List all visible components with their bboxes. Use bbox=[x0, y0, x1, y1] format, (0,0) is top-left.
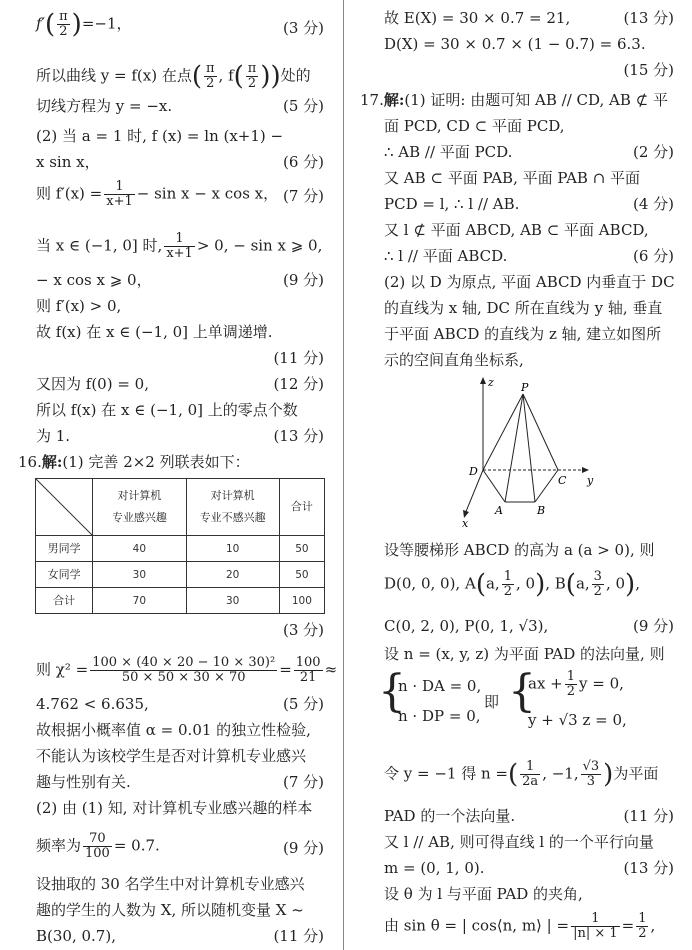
table-cell: 100 bbox=[279, 588, 324, 614]
score: (7 分) bbox=[282, 187, 324, 205]
frac-den: x+1 bbox=[106, 194, 133, 209]
table-cell: 50 bbox=[279, 536, 324, 562]
header-not-interested: 对计算机 专业不感兴趣 bbox=[186, 479, 279, 536]
solution-label: 解: bbox=[41, 453, 63, 471]
frac-num: 1 bbox=[571, 912, 620, 927]
frac-num: √3 bbox=[582, 759, 600, 774]
text-line: (2) 以 D 为原点, 平面 ABCD 内垂直于 DC bbox=[384, 273, 675, 291]
text-line: 面 PCD, CD ⊂ 平面 PCD, bbox=[384, 117, 565, 135]
edge-pb bbox=[523, 394, 535, 502]
frac-den: 50 × 50 × 30 × 70 bbox=[121, 670, 246, 685]
label-c: C bbox=[558, 474, 567, 487]
line-interval bbox=[36, 232, 322, 261]
score: (13 分) bbox=[623, 859, 674, 877]
label-a: A bbox=[495, 504, 503, 517]
text-line: 故 f(x) 在 x ∈ (−1, 0] 上单调递增. bbox=[36, 323, 273, 341]
label-z: z bbox=[488, 376, 494, 389]
line-sine bbox=[384, 912, 655, 941]
text-line: 为 1. bbox=[36, 427, 71, 445]
text: , f bbox=[218, 66, 234, 85]
text: , −1, bbox=[542, 764, 579, 783]
y-arrow bbox=[582, 467, 589, 473]
contingency-table bbox=[35, 478, 325, 614]
score: (13 分) bbox=[623, 9, 674, 27]
text: a, bbox=[575, 574, 590, 593]
frac-den: 2 bbox=[59, 24, 68, 39]
brace: { bbox=[508, 666, 536, 717]
text: 频率为 bbox=[36, 836, 82, 855]
system-row: y + √3 z = 0, bbox=[528, 711, 627, 729]
text-line: PAD 的一个法向量. bbox=[384, 807, 516, 825]
text-line: D(X) = 30 × 0.7 × (1 − 0.7) = 6.3. bbox=[384, 35, 646, 53]
fraction bbox=[104, 180, 135, 209]
text: y = 0, bbox=[579, 674, 624, 693]
text: = bbox=[279, 660, 292, 679]
frac-den: |n| × 1 bbox=[573, 926, 618, 941]
text-line: 于平面 ABCD 的直线为 z 轴, 建立如图所 bbox=[384, 325, 662, 343]
table-cell: 20 bbox=[186, 562, 279, 588]
text: 令 y = −1 得 n = bbox=[384, 764, 508, 783]
text-line: (2) 由 (1) 知, 对计算机专业感兴趣的样本 bbox=[36, 799, 313, 817]
row-label: 合计 bbox=[36, 588, 93, 614]
paren: ( bbox=[475, 569, 486, 600]
text-line: 故根据小概率值 α = 0.01 的独立性检验, bbox=[36, 721, 311, 739]
frac-num: 100 × (40 × 20 − 10 × 30)² bbox=[92, 655, 276, 670]
text: , bbox=[650, 916, 656, 935]
text-line: 示的空间直角坐标系, bbox=[384, 351, 524, 369]
score: (5 分) bbox=[282, 97, 324, 115]
frac-den: 2a bbox=[522, 774, 539, 789]
paren: ( bbox=[508, 759, 519, 790]
fraction bbox=[90, 656, 277, 685]
score: (11 分) bbox=[623, 807, 674, 825]
text-line: 所以 f(x) 在 x ∈ (−1, 0] 上的零点个数 bbox=[36, 401, 298, 419]
text: = bbox=[621, 916, 635, 935]
frac-num: 1 bbox=[503, 569, 512, 584]
frac-num: 1 bbox=[566, 669, 576, 684]
table-cell: 10 bbox=[186, 536, 279, 562]
table-cell: 30 bbox=[186, 588, 279, 614]
text: 为平面 bbox=[613, 764, 659, 783]
table-row bbox=[36, 562, 325, 588]
line-normal-vector bbox=[384, 760, 658, 789]
paren: ) bbox=[625, 569, 636, 600]
frac-den: x+1 bbox=[166, 246, 193, 261]
text-line: 4.762 < 6.635, bbox=[36, 695, 149, 713]
text-line: (2) 当 a = 1 时, f (x) = ln (x+1) − bbox=[36, 127, 284, 145]
score: (13 分) bbox=[273, 427, 324, 445]
text: 当 x ∈ (−1, 0] 时, bbox=[36, 236, 163, 255]
line-chi-square bbox=[36, 656, 337, 685]
text: , bbox=[635, 574, 640, 593]
frac-den: 21 bbox=[299, 670, 317, 685]
frac-den: 2 bbox=[206, 76, 215, 91]
frac-den: 2 bbox=[503, 584, 512, 599]
frac-num: π bbox=[206, 61, 215, 76]
fraction bbox=[57, 10, 70, 39]
fraction bbox=[502, 570, 514, 599]
frac-den: 100 bbox=[85, 846, 110, 861]
frac-num: 3 bbox=[593, 569, 602, 584]
fraction bbox=[294, 656, 323, 685]
text-line: x sin x， bbox=[36, 153, 100, 171]
system-row: n · DP = 0, bbox=[398, 707, 481, 725]
frac-num: 1 bbox=[164, 232, 195, 247]
text: D(0, 0, 0), A bbox=[384, 574, 476, 593]
text: = 0.7. bbox=[113, 836, 160, 855]
label-b: B bbox=[537, 504, 546, 517]
text: (1) 证明: 由题可知 AB // CD, AB ⊄ 平 bbox=[404, 91, 668, 109]
frac-num: 1 bbox=[520, 760, 540, 775]
text-line: 又 AB ⊂ 平面 PAB, 平面 PAB ∩ 平面 bbox=[384, 169, 641, 187]
fraction bbox=[581, 760, 602, 789]
brace: { bbox=[378, 666, 406, 717]
pyramid-figure bbox=[455, 372, 605, 532]
text: − sin x − x cos x， bbox=[136, 184, 279, 203]
score: (12 分) bbox=[273, 375, 324, 393]
frac-den: 2 bbox=[566, 684, 576, 699]
paren: ( bbox=[44, 9, 56, 40]
label-p: P bbox=[521, 381, 529, 394]
text-line: m = (0, 1, 0). bbox=[384, 859, 485, 877]
text: (1) 完善 2×2 列联表如下： bbox=[62, 453, 250, 471]
text: a, bbox=[485, 574, 500, 593]
text-line: 又 l // AB, 则可得直线 l 的一个平行向量 bbox=[384, 833, 654, 851]
frac-num: π bbox=[247, 61, 257, 76]
text-line: B(30, 0.7), bbox=[36, 927, 116, 945]
text-line: 趣与性别有关. bbox=[36, 773, 131, 791]
frac-den: 2 bbox=[593, 584, 602, 599]
edge-bc bbox=[535, 470, 558, 502]
solution-label: 解: bbox=[383, 91, 405, 109]
row-label: 女同学 bbox=[36, 562, 93, 588]
text: , B bbox=[545, 574, 566, 593]
text-line: ∴ l // 平面 ABCD. bbox=[384, 247, 508, 265]
text-line: 设 n = (x, y, z) 为平面 PAD 的法向量, 则 bbox=[384, 645, 665, 663]
paren: ) bbox=[71, 9, 82, 40]
question-17-heading bbox=[360, 90, 668, 110]
frac-den: 3 bbox=[586, 774, 596, 789]
text: 则 χ² = bbox=[36, 660, 89, 679]
score: (6 分) bbox=[282, 153, 324, 171]
paren: ( bbox=[191, 61, 202, 92]
score: (11 分) bbox=[273, 927, 324, 945]
text-line: 不能认为该校学生是否对计算机专业感兴 bbox=[36, 747, 307, 765]
score: (6 分) bbox=[632, 247, 674, 265]
line-f-prime-value bbox=[36, 10, 132, 39]
text-line: ∴ AB // 平面 PCD. bbox=[384, 143, 513, 161]
score: (15 分) bbox=[623, 61, 674, 79]
table-cell: 40 bbox=[93, 536, 186, 562]
table-cell: 70 bbox=[93, 588, 186, 614]
text: , 0 bbox=[515, 574, 536, 593]
table-row bbox=[36, 536, 325, 562]
question-number: 16. bbox=[18, 453, 42, 471]
frac-den: 2 bbox=[638, 926, 647, 941]
expr: =−1， bbox=[81, 14, 132, 33]
expr: f′ bbox=[36, 14, 45, 33]
text-line: 则 f′(x) > 0, bbox=[36, 297, 122, 315]
paren: ) bbox=[603, 759, 614, 790]
text-line: 切线方程为 y = −x. bbox=[36, 97, 173, 115]
text: > 0, − sin x ⩾ 0, bbox=[196, 236, 323, 255]
z-arrow bbox=[480, 377, 486, 384]
edge-da bbox=[483, 470, 505, 502]
edge-pc bbox=[523, 394, 558, 470]
system-row bbox=[528, 670, 624, 699]
table-header-row bbox=[36, 479, 325, 536]
score: (5 分) bbox=[282, 695, 324, 713]
score: (4 分) bbox=[632, 195, 674, 213]
frac-num: π bbox=[59, 9, 68, 24]
score: (11 分) bbox=[273, 349, 324, 367]
text: 则 f′(x) = bbox=[36, 184, 103, 203]
text-line: C(0, 2, 0), P(0, 1, √3), bbox=[384, 617, 549, 635]
frac-num: 100 bbox=[295, 655, 321, 670]
header-interested: 对计算机 专业感兴趣 bbox=[93, 479, 186, 536]
question-16-heading bbox=[18, 452, 250, 472]
text: , 0 bbox=[605, 574, 626, 593]
column-divider bbox=[343, 0, 344, 950]
table-cell: 50 bbox=[279, 562, 324, 588]
score: (2 分) bbox=[632, 143, 674, 161]
line-frequency bbox=[36, 832, 160, 861]
diagonal-cell bbox=[36, 479, 93, 536]
text-line: PCD = l, ∴ l // AB. bbox=[384, 195, 520, 213]
line-tangent-point bbox=[36, 62, 311, 91]
frac-den: 2 bbox=[247, 76, 257, 91]
fraction bbox=[520, 760, 540, 789]
fraction bbox=[565, 670, 577, 699]
score: (9 分) bbox=[632, 617, 674, 635]
paren: ( bbox=[233, 61, 244, 92]
paren: )) bbox=[260, 61, 281, 92]
fraction bbox=[571, 912, 620, 941]
text: 所以曲线 y = f(x) 在点 bbox=[36, 66, 192, 85]
fraction bbox=[204, 62, 217, 91]
row-label: 男同学 bbox=[36, 536, 93, 562]
fraction bbox=[83, 832, 112, 861]
text-line: 的直线为 x 轴, DC 所在直线为 y 轴, 垂直 bbox=[384, 299, 663, 317]
text-line: 故 E(X) = 30 × 0.7 = 21, bbox=[384, 9, 571, 27]
header-total: 合计 bbox=[279, 479, 324, 536]
score: (9 分) bbox=[282, 271, 324, 289]
text: 即 bbox=[484, 693, 500, 711]
frac-num: 70 bbox=[83, 832, 112, 847]
text-line: − x cos x ⩾ 0， bbox=[36, 271, 152, 289]
text-line: 设抽取的 30 名学生中对计算机专业感兴 bbox=[36, 875, 305, 893]
text-line: 设等腰梯形 ABCD 的高为 a (a > 0), 则 bbox=[384, 541, 655, 559]
line-coordinates bbox=[384, 570, 640, 599]
line-derivative bbox=[36, 180, 278, 209]
text-line: 又因为 f(0) = 0, bbox=[36, 375, 149, 393]
system-row: n · DA = 0, bbox=[398, 677, 482, 695]
score: (7 分) bbox=[282, 773, 324, 791]
fraction bbox=[636, 912, 648, 941]
diagonal-line bbox=[36, 479, 92, 535]
fraction bbox=[592, 570, 604, 599]
score: (3 分) bbox=[282, 621, 324, 639]
label-d: D bbox=[469, 465, 478, 478]
text: 由 sin θ = | cos⟨n, m⟩ | = bbox=[384, 916, 570, 935]
score: (9 分) bbox=[282, 839, 324, 857]
label-y: y bbox=[587, 474, 594, 487]
frac-num: 1 bbox=[638, 911, 647, 926]
text: 处的 bbox=[280, 66, 311, 85]
score: (3 分) bbox=[282, 19, 324, 37]
paren: ) bbox=[535, 569, 546, 600]
fraction bbox=[164, 232, 195, 261]
question-number: 17. bbox=[360, 91, 384, 109]
text-line: 又 l ⊄ 平面 ABCD, AB ⊂ 平面 ABCD, bbox=[384, 221, 649, 239]
frac-num: 1 bbox=[104, 180, 135, 195]
text: ≈ bbox=[324, 660, 338, 679]
text-line: 趣的学生的人数为 X, 所以随机变量 X ~ bbox=[36, 901, 304, 919]
fraction bbox=[246, 62, 259, 91]
label-x: x bbox=[462, 517, 469, 530]
text-line: 设 θ 为 l 与平面 PAD 的夹角, bbox=[384, 885, 583, 903]
paren: ( bbox=[565, 569, 576, 600]
table-row bbox=[36, 588, 325, 614]
table-cell: 30 bbox=[93, 562, 186, 588]
text: ax + bbox=[528, 674, 563, 693]
